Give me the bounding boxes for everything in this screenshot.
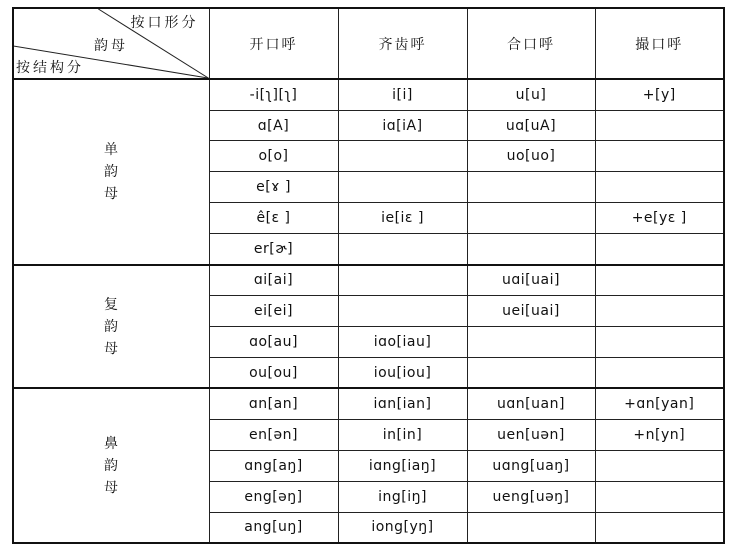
table-cell: +[y] [595, 79, 724, 110]
table-cell: iɑ[iA] [338, 110, 467, 141]
table-cell [595, 172, 724, 203]
group-label-char: 韵 [104, 163, 119, 180]
group-label-single-finals [13, 79, 209, 265]
table-cell [595, 450, 724, 481]
group-label-char: 复 [104, 296, 119, 313]
group-label-compound-finals [13, 265, 209, 389]
table-row [13, 388, 724, 419]
table-cell: o[o] [209, 141, 338, 172]
table-cell: uen[uən] [467, 419, 595, 450]
table-cell [595, 234, 724, 265]
table-cell: iɑo[iau] [338, 327, 467, 358]
table-cell [467, 327, 595, 358]
corner-label-mouth-shape: 按口形分 [130, 15, 199, 31]
table-cell [338, 265, 467, 296]
group-label-nasal-finals [13, 388, 209, 543]
table-cell [467, 357, 595, 388]
corner-label-finals: 韵母 [94, 38, 128, 54]
column-header-rounded-mouth: 撮口呼 [595, 8, 724, 79]
table-cell: ɑi[ai] [209, 265, 338, 296]
table-cell: er[ɚ] [209, 234, 338, 265]
table-cell: +n[yn] [595, 419, 724, 450]
table-cell [595, 265, 724, 296]
column-header-even-teeth: 齐齿呼 [338, 8, 467, 79]
table-row [13, 265, 724, 296]
table-cell: +e[yɛ ] [595, 203, 724, 234]
table-cell: ou[ou] [209, 357, 338, 388]
table-cell: uei[uai] [467, 296, 595, 327]
table-cell: ɑn[an] [209, 388, 338, 419]
table-cell [595, 512, 724, 543]
table-cell: ang[uŋ] [209, 512, 338, 543]
column-header-closed-mouth: 合口呼 [467, 8, 595, 79]
table-cell: uɑng[uaŋ] [467, 450, 595, 481]
corner-label-structure: 按结构分 [16, 60, 84, 76]
corner-header-cell [13, 8, 209, 79]
table-cell: en[ən] [209, 419, 338, 450]
table-cell: eng[əŋ] [209, 481, 338, 512]
table-cell: i[i] [338, 79, 467, 110]
group-label-char: 母 [104, 340, 119, 357]
table-cell: +ɑn[yan] [595, 388, 724, 419]
table-cell [467, 203, 595, 234]
finals-classification-table [12, 7, 725, 544]
table-cell: iɑng[iaŋ] [338, 450, 467, 481]
table-cell [467, 172, 595, 203]
table-cell: ê[ɛ ] [209, 203, 338, 234]
group-label-char: 韵 [104, 457, 119, 474]
table-cell [595, 141, 724, 172]
table-cell: ɑng[aŋ] [209, 450, 338, 481]
table-cell [338, 141, 467, 172]
group-label-char: 韵 [104, 318, 119, 335]
table-cell: ueng[uəŋ] [467, 481, 595, 512]
table-cell: uɑi[uai] [467, 265, 595, 296]
table-cell: ɑ[A] [209, 110, 338, 141]
table-cell: uɑ[uA] [467, 110, 595, 141]
column-header-open-mouth: 开口呼 [209, 8, 338, 79]
finals-table-container [12, 7, 723, 544]
table-row [13, 79, 724, 110]
table-cell [467, 512, 595, 543]
table-cell: ɑo[au] [209, 327, 338, 358]
table-cell [595, 296, 724, 327]
table-cell: iou[iou] [338, 357, 467, 388]
table-cell [338, 172, 467, 203]
group-label-char: 鼻 [104, 435, 119, 452]
table-cell [595, 327, 724, 358]
table-cell [595, 481, 724, 512]
table-cell: e[ɤ ] [209, 172, 338, 203]
group-label-char: 母 [104, 479, 119, 496]
table-cell: ie[iɛ ] [338, 203, 467, 234]
table-cell [338, 296, 467, 327]
table-cell: ing[iŋ] [338, 481, 467, 512]
table-cell [595, 110, 724, 141]
header-row [13, 8, 724, 79]
table-cell: u[u] [467, 79, 595, 110]
table-cell [467, 234, 595, 265]
table-cell: -i[ʅ][ʅ] [209, 79, 338, 110]
table-cell: ei[ei] [209, 296, 338, 327]
table-cell: in[in] [338, 419, 467, 450]
table-cell: iɑn[ian] [338, 388, 467, 419]
table-cell: uɑn[uan] [467, 388, 595, 419]
table-cell [338, 234, 467, 265]
group-label-char: 母 [104, 185, 119, 202]
table-cell: uo[uo] [467, 141, 595, 172]
group-label-char: 单 [104, 141, 119, 158]
table-cell [595, 357, 724, 388]
table-cell: iong[yŋ] [338, 512, 467, 543]
